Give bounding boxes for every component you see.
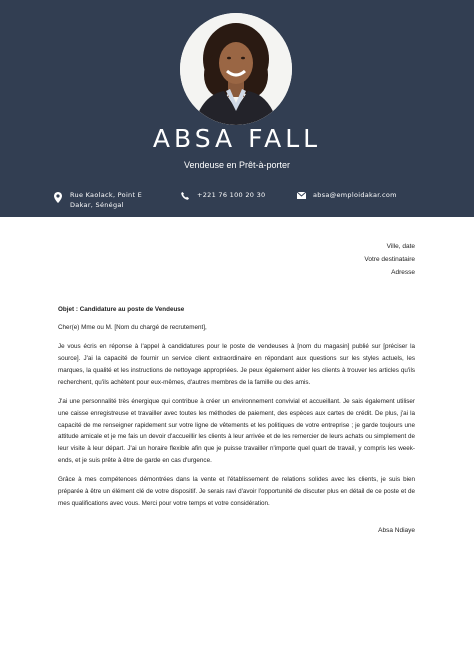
portrait-image: [180, 13, 292, 125]
letter-paragraph: J'ai une personnalité très énergique qui contribue à créer un environnement convivial et accueillant. Je sais également utiliser une caisse enregistreuse et travailler avec toutes les méthodes de paiement, des espèces aux cartes de crédit. De plus, j'ai la capacité de me renseigner rapidement sur votre ligne de vêtements et les politiques de votre entreprise ; je garde toujours une attitude amicale et je me fais un devoir d'accueillir les clients à leur arrivée et de les remercier de leurs achats ou simplement de leur visite à leur départ. J'ai un horaire flexible afin que je puisse travailler n'importe quel quart de travail, y compris les week-ends, et je suis prête à être de garde en cas d'urgence.: [58, 398, 415, 464]
letter-paragraph: Je vous écris en réponse à l'appel à candidatures pour le poste de vendeuses à [nom du magasin] publié sur [préciser la source]. J'ai la capacité de fournir un service client extraordinaire en répondant aux questions sur les styles actuels, les marques, la qualité et les instructions de nettoyage appropriées. Je peux également aider les clients à trouver les articles qu'ils recherchent, qu'ils achètent pour eux-mêmes, d'autres membres de la famille ou des amis.: [58, 343, 415, 386]
letter-subject: Objet : Candidature au poste de Vendeuse: [58, 306, 185, 313]
city-date: Ville, date: [386, 243, 415, 250]
addressee: Votre destinataire: [364, 256, 415, 263]
phone-icon: [181, 192, 189, 203]
envelope-icon: [297, 192, 306, 202]
job-title: Vendeuse en Prêt-à-porter: [183, 160, 291, 170]
letter-body: [58, 304, 415, 518]
address-line-1: Rue Kaolack, Point E: [70, 191, 143, 199]
header-banner: [0, 0, 474, 217]
phone-number[interactable]: +221 76 100 20 30: [197, 191, 266, 199]
letter-paragraph: Grâce à mes compétences démontrées dans la vente et l'établissement de relations solides avec les clients, je suis bien préparée à être un élément clé de votre dispositif. Je serais ravi d'avoir l'opportunité de discuter plus en détail de ce poste et de mes qualifications avec vous. Merci pour votre temps et votre considération.: [58, 476, 415, 507]
address-line-2: Dakar, Sénégal: [70, 201, 124, 209]
recipient-address: Adresse: [391, 269, 415, 276]
candidate-name: ABSA FALL: [152, 124, 322, 153]
location-pin-icon: [54, 192, 62, 206]
recipient-block: [364, 240, 415, 279]
email-address[interactable]: absa@emploidakar.com: [313, 191, 397, 199]
letter-greeting: Cher(e) Mme ou M. [Nom du chargé de recrutement],: [58, 323, 207, 331]
signature: Absa Ndiaye: [378, 527, 415, 534]
profile-photo: [180, 13, 292, 125]
